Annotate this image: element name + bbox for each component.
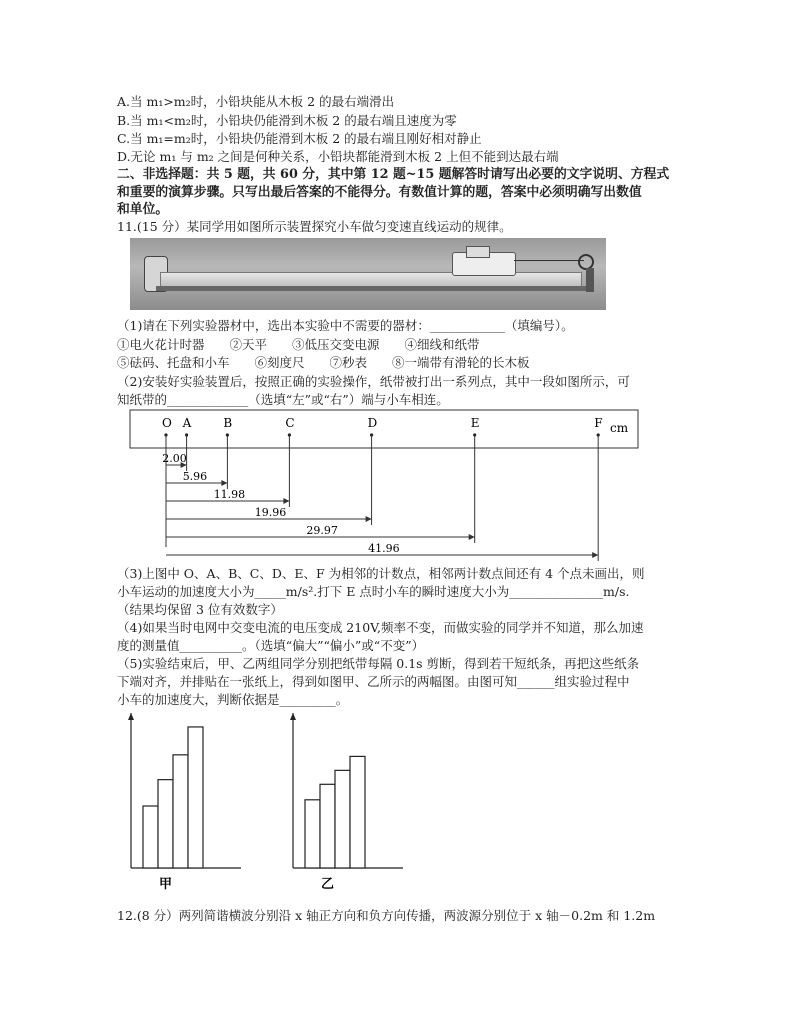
tape-unit: cm [610,421,629,435]
option-d: D.无论 m₁ 与 m₂ 之间是何种关系，小铅块都能滑到木板 2 上但不能到达最右端 [117,149,559,164]
q11-part3b: 小车运动的加速度大小为_____m/s².打下 E 点时小车的瞬时速度大小为_______________m/s. [117,584,630,599]
tape-strip [130,410,638,448]
strip-charts [0,708,794,908]
tape-dim-arrow-2 [221,480,227,486]
apparatus-photo [130,238,606,310]
tape-point-label-f: F [594,416,603,430]
section-heading-line2: 和重要的演算步骤。只写出最后答案的不能得分。有数值计算的题，答案中必须明确写出数值 [117,185,642,200]
chart-yi-bar-3 [335,770,350,868]
option-c: C.当 m₁=m₂时，小铅块仍能滑到木板 2 的最右端且刚好相对静止 [117,131,482,146]
q11-title: 11.(15 分）某同学用如图所示装置探究小车做匀变速直线运动的规律。 [117,219,512,234]
string-shape [514,260,584,261]
tape-point-label-a: A [182,416,192,430]
q11-part5b: 下端对齐，并排贴在一张纸上，得到如图甲、乙所示的两幅图。由图可知______组实验过程中 [117,674,630,689]
q11-part3a: （3)上图中 O、A、B、C、D、E、F 为相邻的计数点，相邻两计数点间还有 4 个点未画出，则 [117,566,645,581]
tape-point-label-o: O [162,416,172,430]
section-heading-line3: 和单位。 [117,202,169,217]
q11-part5a: （5)实验结束后，甲、乙两组同学分别把纸带每隔 0.1s 剪断，得到若干短纸条，再把这些纸条 [117,656,640,671]
q11-part4b: 度的测量值__________。（选填“偏大”“偏小”或“不变”） [117,638,425,653]
tape-point-label-e: E [470,416,480,430]
q11-items-row1: ①电火花计时器 ②天平 ③低压交变电源 ④细线和纸带 [117,337,480,352]
chart-yi-bar-1 [305,800,320,868]
paper-tape-diagram [0,405,794,555]
chart-yi-y-arrow [290,713,296,720]
q11-part2b: 知纸带的_____________（选填“左”或“右”）端与小车相连。 [117,392,449,407]
tape-dim-label-1: 2.00 [162,452,187,465]
tape-dim-arrow-4 [366,516,372,522]
tape-point-label-d: D [367,416,378,430]
weight-shape [586,268,594,292]
chart-yi-bar-2 [320,784,335,868]
chart-jia-bar-3 [173,755,188,868]
tape-dim-label-2: 5.96 [182,470,208,483]
q11-part4a: （4)如果当时电网中交变电流的电压变成 210V,频率不变，而做实验的同学并不知道，那么加速 [117,620,644,635]
chart-jia-bar-4 [188,727,203,868]
q11-items-row2: ⑤砝码、托盘和小车 ⑥刻度尺 ⑦秒表 ⑧一端带有滑轮的长木板 [117,355,530,370]
chart-jia-bar-2 [158,780,173,868]
chart-jia-y-arrow [128,713,134,720]
tape-dim-label-6: 41.96 [368,542,400,555]
q11-part1: （1)请在下列实验器材中，选出本实验中不需要的器材：____________（填编号）。 [117,318,574,333]
chart-jia-label: 甲 [159,877,173,892]
tape-dim-label-4: 19.96 [254,506,287,519]
tape-dim-arrow-5 [469,534,475,540]
chart-jia-bar-1 [143,806,158,868]
tape-dim-arrow-6 [592,552,598,558]
section-heading-line1: 二、非选择题：共 5 题，共 60 分，其中第 12 题~15 题解答时请写出必要的文字说明、方程式 [117,167,670,182]
rail-base-shape [156,286,586,291]
tape-dim-label-3: 11.98 [213,488,246,501]
q11-part2a: （2)安装好实验装置后，按照正确的实验操作，纸带被打出一系列点，其中一段如图所示，可 [117,374,630,389]
option-a: A.当 m₁>m₂时，小铅块能从木板 2 的最右端滑出 [117,94,395,109]
q11-part3c: （结果均保留 3 位有效数字） [117,602,283,617]
tape-dim-label-5: 29.97 [306,524,338,537]
chart-yi-bar-4 [350,756,365,868]
option-b: B.当 m₁<m₂时，小铅块仍能滑到木板 2 的最右端且速度为零 [117,113,457,128]
chart-yi-label: 乙 [321,877,335,892]
tape-point-label-b: B [223,416,233,430]
tape-point-label-c: C [285,416,295,430]
q12-text: 12.(8 分）两列简谐横波分别沿 x 轴正方向和负方向传播，两波源分别位于 x 轴－0.2m 和 1.2m [117,908,656,923]
tape-dim-arrow-3 [283,498,289,504]
cart-top-shape [466,246,490,258]
q11-part5c: 小车的加速度大，判断依据是_________。 [117,692,349,707]
